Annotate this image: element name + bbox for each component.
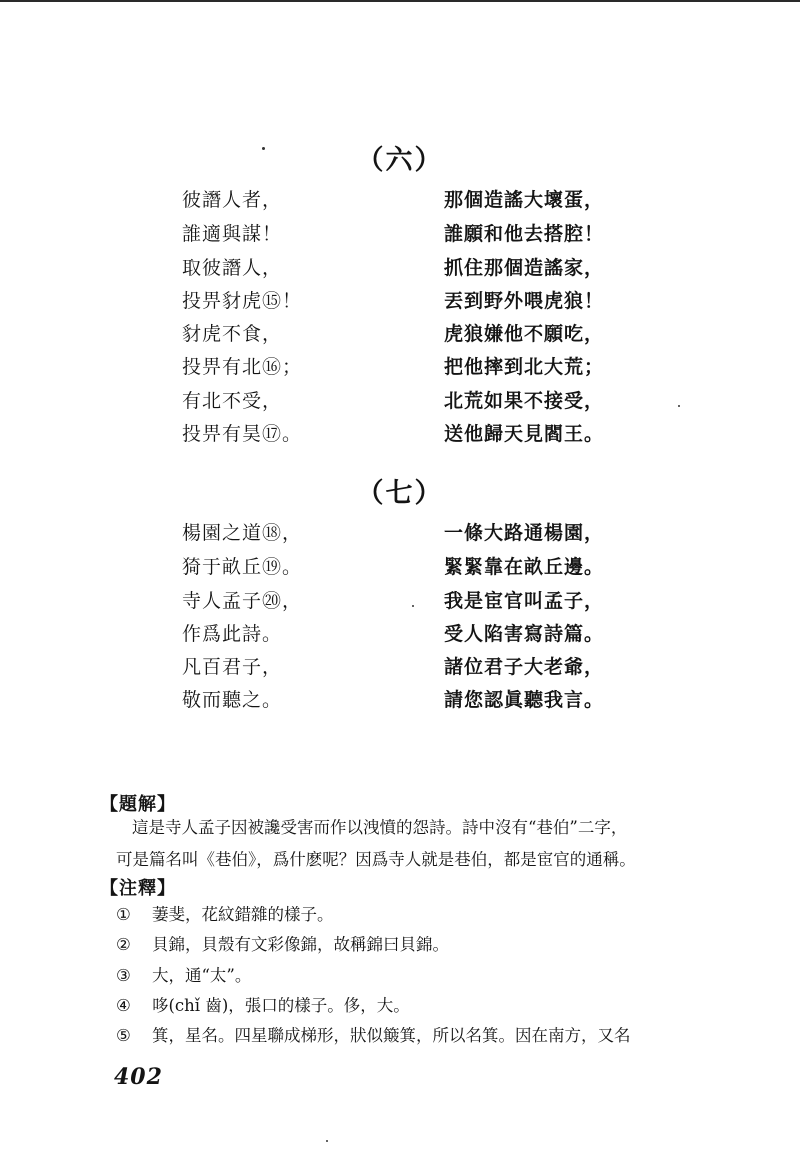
translation-verse: 那個造謠大壞蛋，: [444, 189, 605, 211]
tijie-line: 可是篇名叫《巷伯》，爲什麽呢？因爲寺人就是巷伯，都是宦官的通稱。: [116, 850, 636, 869]
note-item: [116, 930, 449, 960]
translation-verse: 虎狼嫌他不願吃，: [444, 323, 605, 345]
note-number: ①: [116, 905, 131, 924]
original-verse: 豺虎不食，: [182, 323, 283, 345]
original-verse: 投畀有北⑯；: [182, 356, 303, 378]
original-verse: 凡百君子，: [182, 656, 283, 678]
translation-verse: 北荒如果不接受，: [444, 390, 605, 412]
original-verse: 猗于畝丘⑲。: [182, 556, 303, 578]
translation-verse: 抓住那個造謠家，: [444, 257, 605, 279]
translation-verse: 誰願和他去搭腔！: [444, 223, 605, 245]
tijie-heading: 【題解】: [100, 794, 176, 815]
note-number: ③: [116, 966, 131, 985]
translation-verse: 諸位君子大老爺，: [444, 656, 605, 678]
original-verse: 投畀豺虎⑮！: [182, 290, 303, 312]
translation-verse: 一條大路通楊園，: [444, 522, 605, 544]
top-border: [0, 0, 800, 2]
original-verse: 作爲此詩。: [182, 623, 283, 645]
translation-verse: 受人陷害寫詩篇。: [444, 623, 605, 645]
tijie-paragraph: [116, 812, 676, 876]
translation-verse: 緊緊靠在畝丘邊。: [444, 556, 605, 578]
original-verse: 有北不受，: [182, 390, 283, 412]
translation-verse: 丟到野外喂虎狼！: [444, 290, 605, 312]
note-item: [116, 1021, 631, 1051]
note-text: 箕，星名。四星聯成梯形，狀似簸箕，所以名箕。因在南方，又名: [152, 1026, 631, 1045]
note-text: 哆(chǐ 齒)，張口的樣子。侈，大。: [152, 996, 410, 1015]
note-number: ⑤: [116, 1026, 131, 1045]
note-item: [116, 961, 251, 991]
section-heading-6: （六）: [356, 145, 444, 176]
original-verse: 楊園之道⑱，: [182, 522, 303, 544]
original-verse: 彼譖人者，: [182, 189, 283, 211]
note-item: [116, 900, 334, 930]
original-verse: 寺人孟子⑳，: [182, 590, 303, 612]
note-text: 大，通“太”。: [152, 966, 252, 985]
page-number: 402: [114, 1064, 163, 1090]
note-number: ②: [116, 935, 131, 954]
translation-verse: 請您認眞聽我言。: [444, 689, 605, 711]
zhushi-heading: 【注釋】: [100, 878, 176, 899]
section-heading-7: （七）: [356, 478, 444, 509]
scan-speck: [412, 605, 414, 607]
translation-verse: 送他歸天見閻王。: [444, 423, 605, 445]
note-number: ④: [116, 996, 131, 1015]
original-verse: 誰適與謀！: [182, 223, 283, 245]
original-verse: 取彼譖人，: [182, 257, 283, 279]
translation-verse: 把他摔到北大荒；: [444, 356, 605, 378]
tijie-line: 這是寺人孟子因被讒受害而作以洩憤的怨詩。詩中沒有“巷伯”二字，: [132, 818, 628, 837]
scan-speck: [678, 405, 680, 407]
scan-speck: [326, 1140, 328, 1142]
scan-speck: [262, 147, 265, 150]
note-item: [116, 991, 410, 1021]
note-text: 貝錦，貝殼有文彩像錦，故稱錦曰貝錦。: [152, 935, 449, 954]
note-text: 萋斐，花紋錯雜的樣子。: [152, 905, 334, 924]
original-verse: 投畀有昊⑰。: [182, 423, 303, 445]
translation-verse: 我是宦官叫孟子，: [444, 590, 605, 612]
original-verse: 敬而聽之。: [182, 689, 283, 711]
